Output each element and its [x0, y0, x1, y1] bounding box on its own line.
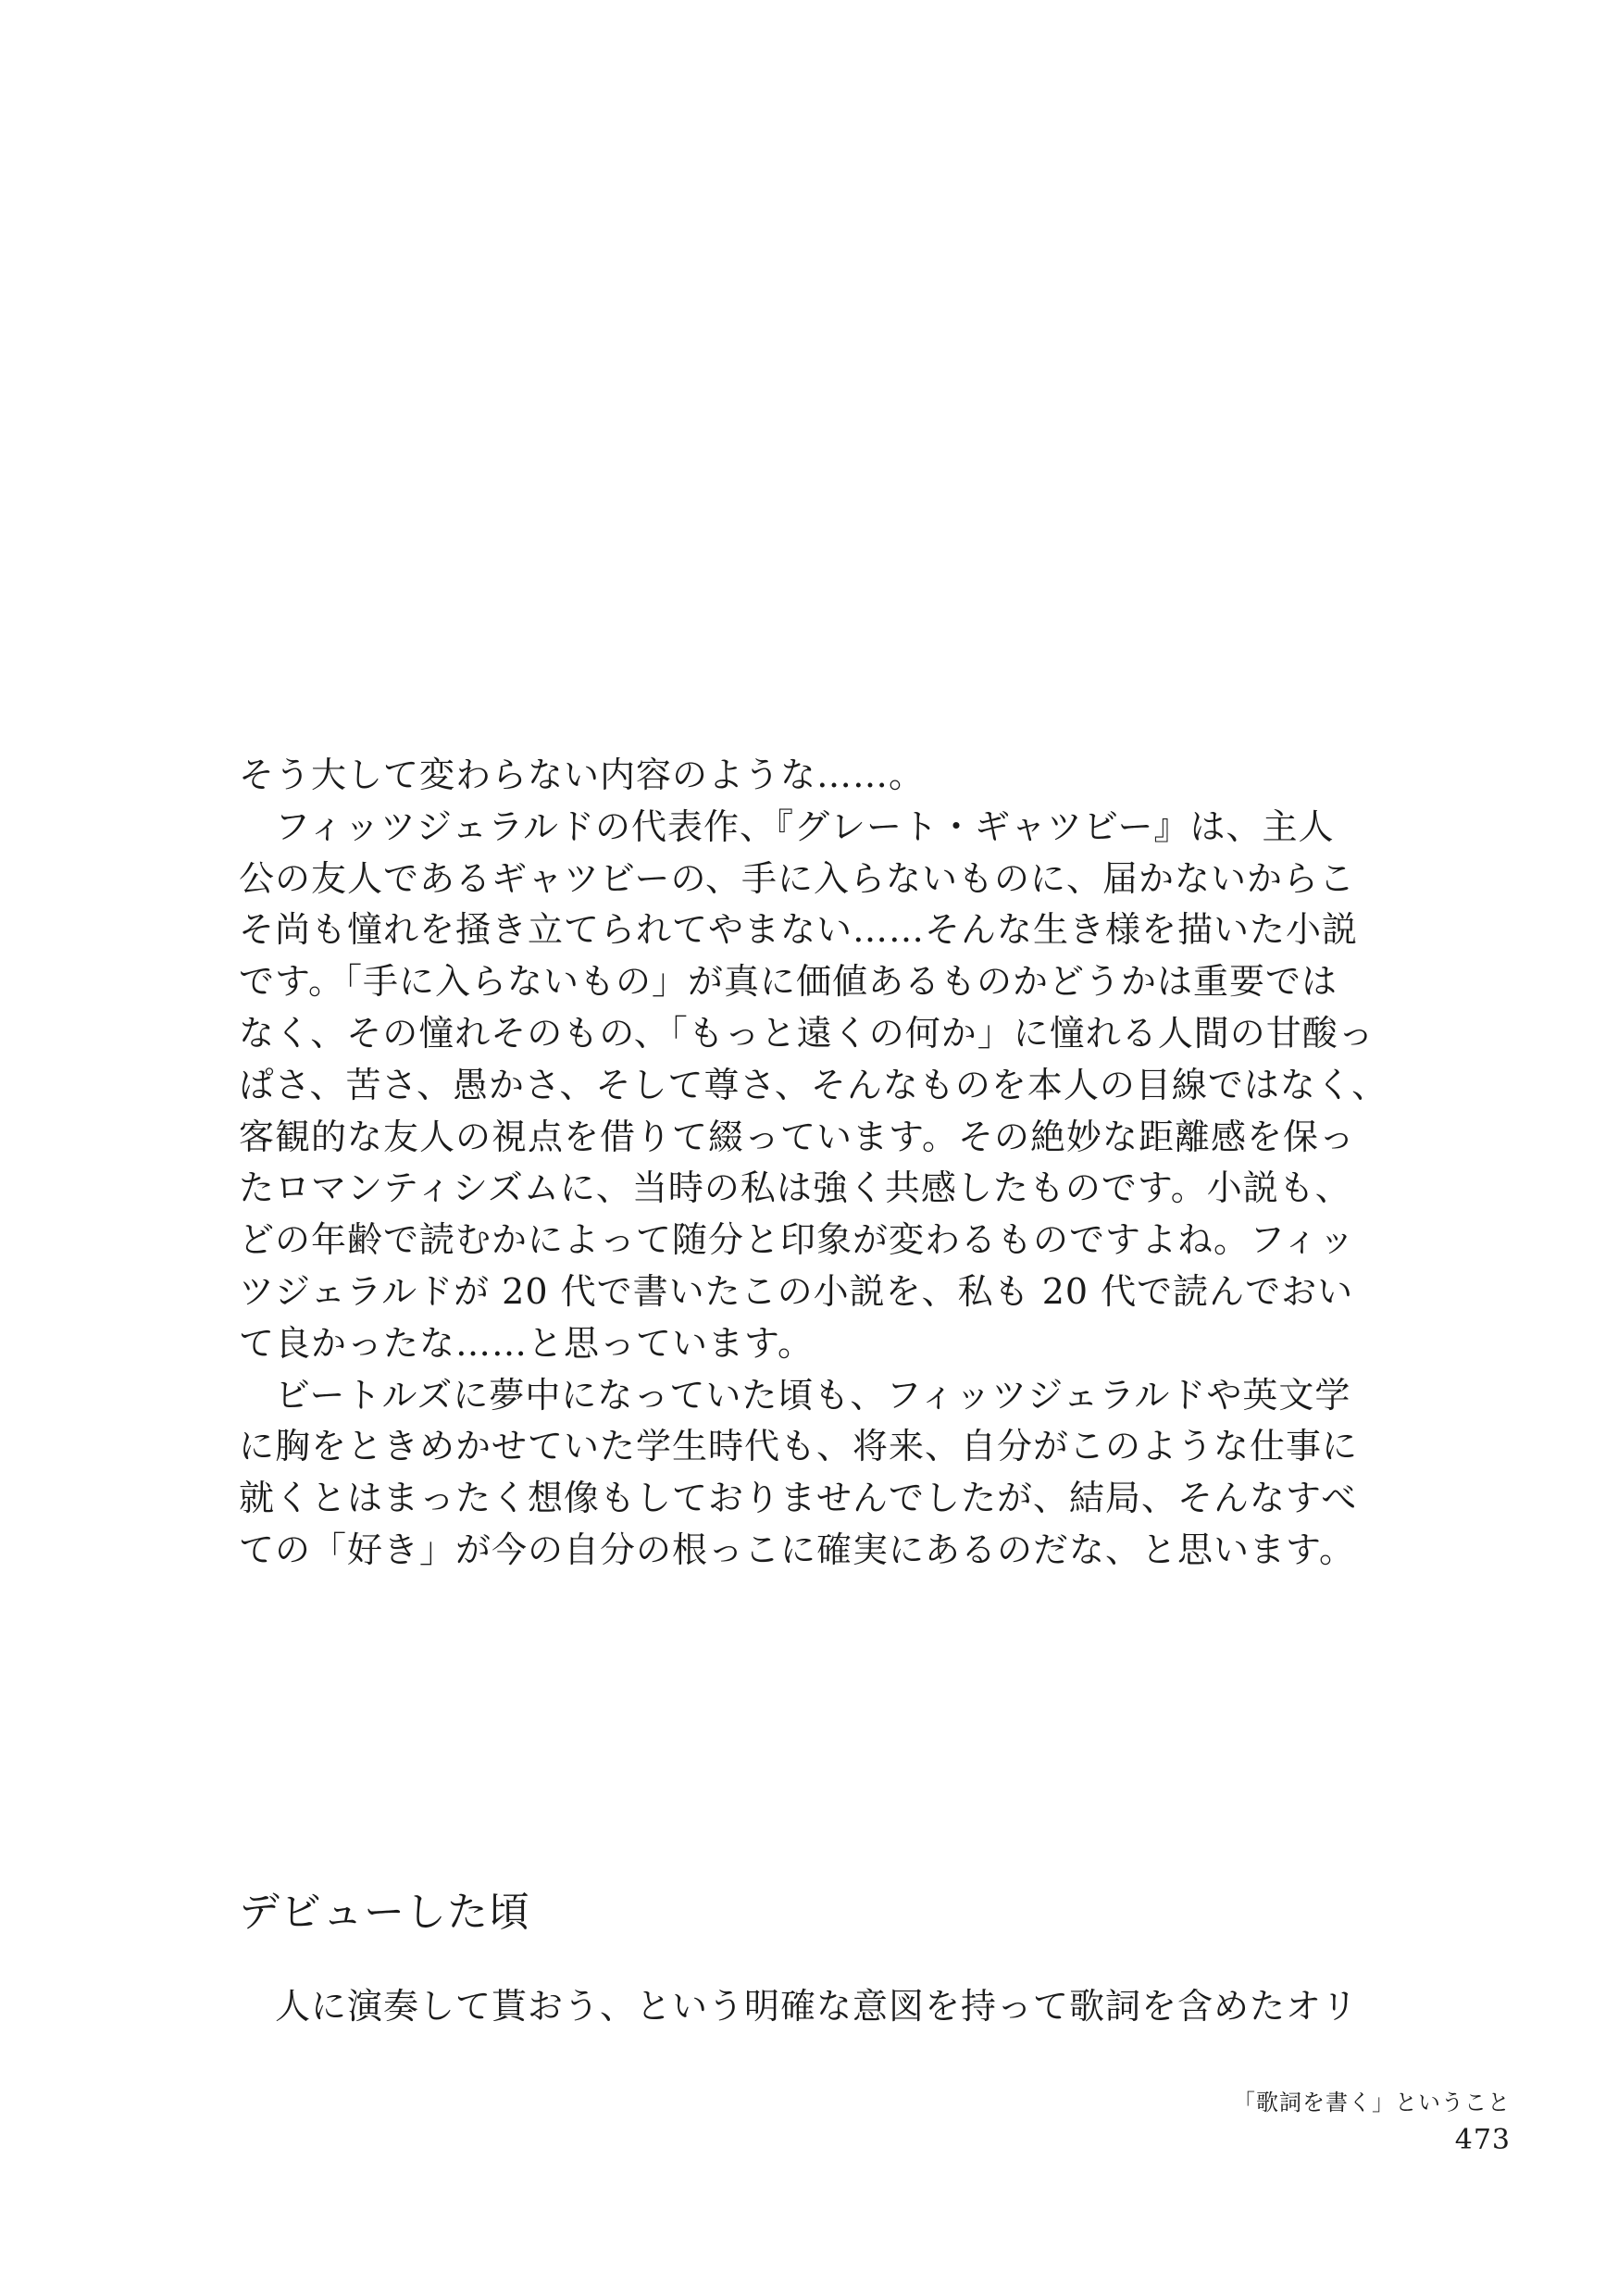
- text-line: ぱさ、苦さ、愚かさ、そして尊さ、そんなものを本人の目線ではなく、: [239, 1064, 1388, 1105]
- text-line: フィッツジェラルドの代表作、『グレート・ギャツビー』は、主人: [239, 805, 1335, 847]
- section-heading: デビューした頃: [239, 1889, 530, 1936]
- text-line: たロマンティシズムに、当時の私は強く共感したものです。小説も、: [239, 1167, 1351, 1209]
- text-line: ツジェラルドが 20 代で書いたこの小説を、私も 20 代で読んでおい: [239, 1270, 1354, 1312]
- text-line: です。「手に入らないもの」が真に価値あるものかどうかは重要では: [239, 961, 1338, 1003]
- text-line: 客観的な友人の視点を借りて綴っています。その絶妙な距離感を保っ: [239, 1116, 1355, 1157]
- body-text: [239, 750, 1442, 1577]
- text-line: 公の友人であるギャツビーの、手に入らないものに、届かないからこ: [239, 857, 1355, 899]
- text-line: そう大して変わらない内容のような……。: [239, 755, 926, 795]
- section-body-text: [239, 1981, 1442, 2033]
- page-number: 473: [1454, 2124, 1511, 2156]
- running-footer-title: 「歌詞を書く」ということ: [1233, 2090, 1511, 2115]
- text-line: 人に演奏して貰おう、という明確な意図を持って歌詞を含めたオリ: [239, 1986, 1359, 2027]
- text-line: ての「好き」が今の自分の根っこに確実にあるのだな、と思います。: [239, 1529, 1355, 1570]
- text-line: て良かったな……と思っています。: [239, 1322, 814, 1364]
- text-line: そ尚も憧れを掻き立てられてやまない……そんな生き様を描いた小説: [239, 909, 1359, 951]
- text-line: ビートルズに夢中になっていた頃も、フィッツジェラルドや英文学: [239, 1374, 1351, 1416]
- text-line: 就くとはまったく想像もしておりませんでしたが、結局、そんなすべ: [239, 1478, 1358, 1519]
- text-line: なく、その憧れそのもの、「もっと遠くの何か」に憧れる人間の甘酸っ: [239, 1012, 1375, 1054]
- text-line: に胸をときめかせていた学生時代も、将来、自分がこのような仕事に: [239, 1426, 1359, 1467]
- text-line: どの年齢で読むかによって随分と印象が変わるものですよね。フィッ: [239, 1219, 1355, 1261]
